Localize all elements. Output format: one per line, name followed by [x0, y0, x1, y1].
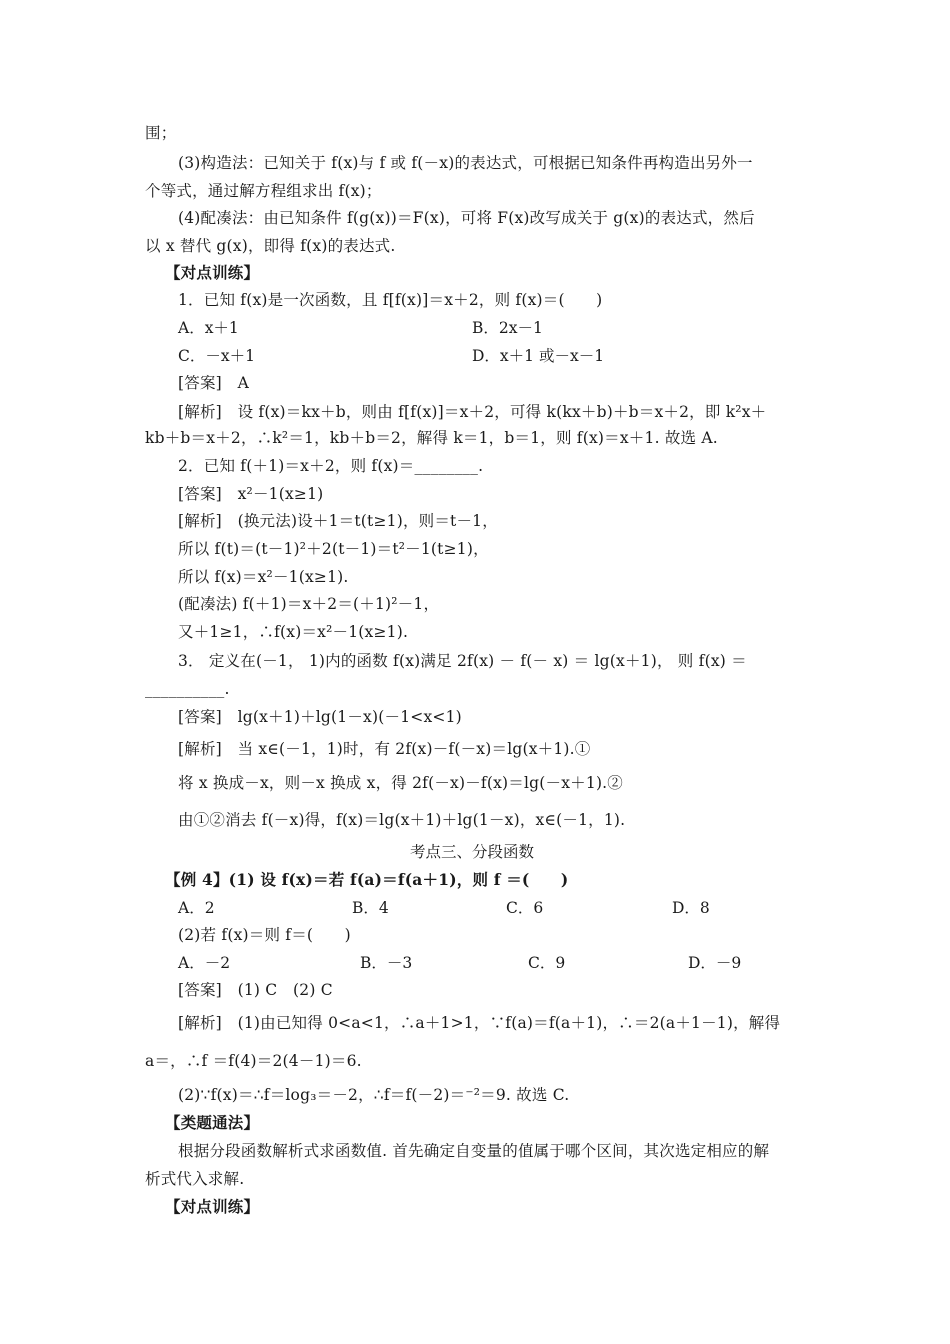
ex4-q1-option-c: C．6 — [506, 899, 544, 917]
ex4-q2-option-c: C．9 — [528, 954, 566, 972]
analysis-2: [解析] (换元法)设＋1＝t(t≥1)，则＝t－1， — [178, 512, 498, 530]
text-line: 析式代入求解. — [145, 1170, 245, 1188]
question-3: 3． 定义在(－1， 1)内的函数 f(x)满足 2f(x) － f(－ x) ＝ lg(x＋1)， 则 f(x) ＝ — [178, 652, 747, 670]
q1-option-d: D．x＋1 或－x－1 — [472, 347, 605, 365]
text-line: 个等式，通过解方程组求出 f(x)； — [145, 182, 382, 200]
ex4-q1-option-b: B．4 — [352, 899, 389, 917]
text-line: a＝，∴f ＝f(4)＝2(4－1)＝6. — [145, 1052, 362, 1070]
section-heading: 【对点训练】 — [165, 1197, 260, 1216]
analysis-3: [解析] 当 x∈(－1，1)时，有 2f(x)－f(－x)＝lg(x＋1).① — [178, 740, 591, 758]
answer-blank: __________. — [145, 680, 230, 698]
ex4-q1-option-d: D．8 — [672, 899, 710, 917]
ex4-q2-option-d: D．－9 — [688, 954, 742, 972]
question-2: 2．已知 f(＋1)＝x＋2，则 f(x)＝________. — [178, 457, 484, 475]
q1-option-b: B．2x－1 — [472, 319, 543, 337]
text-line: 根据分段函数解析式求函数值. 首先确定自变量的值属于哪个区间，其次选定相应的解 — [178, 1142, 770, 1160]
analysis-1: [解析] 设 f(x)＝kx＋b，则由 f[f(x)]＝x＋2，可得 k(kx＋b)＋b＝x＋2，即 k²x＋ — [178, 403, 767, 421]
answer-2: [答案] x²－1(x≥1) — [178, 485, 324, 503]
text-line: 所以 f(x)＝x²－1(x≥1). — [178, 568, 349, 586]
section-heading: 【对点训练】 — [165, 263, 260, 282]
text-line: (3)构造法：已知关于 f(x)与 f 或 f(－x)的表达式，可根据已知条件再构造出另外一 — [178, 154, 753, 172]
answer-4: [答案] (1) C (2) C — [178, 981, 333, 999]
example-4-part-2: (2)若 f(x)＝则 f＝( ) — [178, 926, 351, 944]
example-4: 【例 4】(1) 设 f(x)＝若 f(a)＝f(a＋1)，则 f ＝( ) — [165, 870, 569, 889]
ex4-q1-option-a: A．2 — [178, 899, 215, 917]
text-line: (4)配凑法：由已知条件 f(g(x))＝F(x)，可将 F(x)改写成关于 g(x)的表达式，然后 — [178, 209, 755, 227]
answer-3: [答案] lg(x＋1)＋lg(1－x)(－1<x<1) — [178, 708, 462, 726]
text-line: 以 x 替代 g(x)，即得 f(x)的表达式. — [145, 237, 396, 255]
q1-option-a: A．x＋1 — [178, 319, 239, 337]
text-line: (配凑法) f(＋1)＝x＋2＝(＋1)²－1， — [178, 595, 440, 613]
q1-option-c: C．－x＋1 — [178, 347, 255, 365]
section-heading: 【类题通法】 — [165, 1113, 260, 1132]
ex4-q2-option-b: B．－3 — [360, 954, 413, 972]
answer-1: [答案] A — [178, 374, 249, 392]
text-line: (2)∵f(x)＝∴f＝log₃＝－2，∴f＝f(－2)＝⁻²＝9. 故选 C. — [178, 1086, 570, 1104]
analysis-4: [解析] (1)由已知得 0<a<1，∴a＋1>1，∵f(a)＝f(a＋1)，∴＝2(a＋1－1)，解得 — [178, 1014, 781, 1032]
text-line: 将 x 换成－x，则－x 换成 x，得 2f(－x)－f(x)＝lg(－x＋1).② — [178, 774, 624, 792]
text-line: 所以 f(t)＝(t－1)²＋2(t－1)＝t²－1(t≥1)， — [178, 540, 489, 558]
analysis-1-cont: kb＋b＝x＋2，∴k²＝1，kb＋b＝2，解得 k＝1，b＝1，则 f(x)＝x＋1. 故选 A. — [145, 429, 718, 447]
section-title: 考点三、分段函数 — [410, 843, 535, 861]
ex4-q2-option-a: A．－2 — [178, 954, 231, 972]
text-line: 围； — [145, 124, 177, 142]
text-line: 由①②消去 f(－x)得，f(x)＝lg(x＋1)＋lg(1－x)，x∈(－1，1). — [178, 811, 626, 829]
question-1: 1．已知 f(x)是一次函数，且 f[f(x)]＝x＋2，则 f(x)＝( ) — [178, 291, 603, 309]
text-line: 又＋1≥1，∴f(x)＝x²－1(x≥1). — [178, 623, 409, 641]
